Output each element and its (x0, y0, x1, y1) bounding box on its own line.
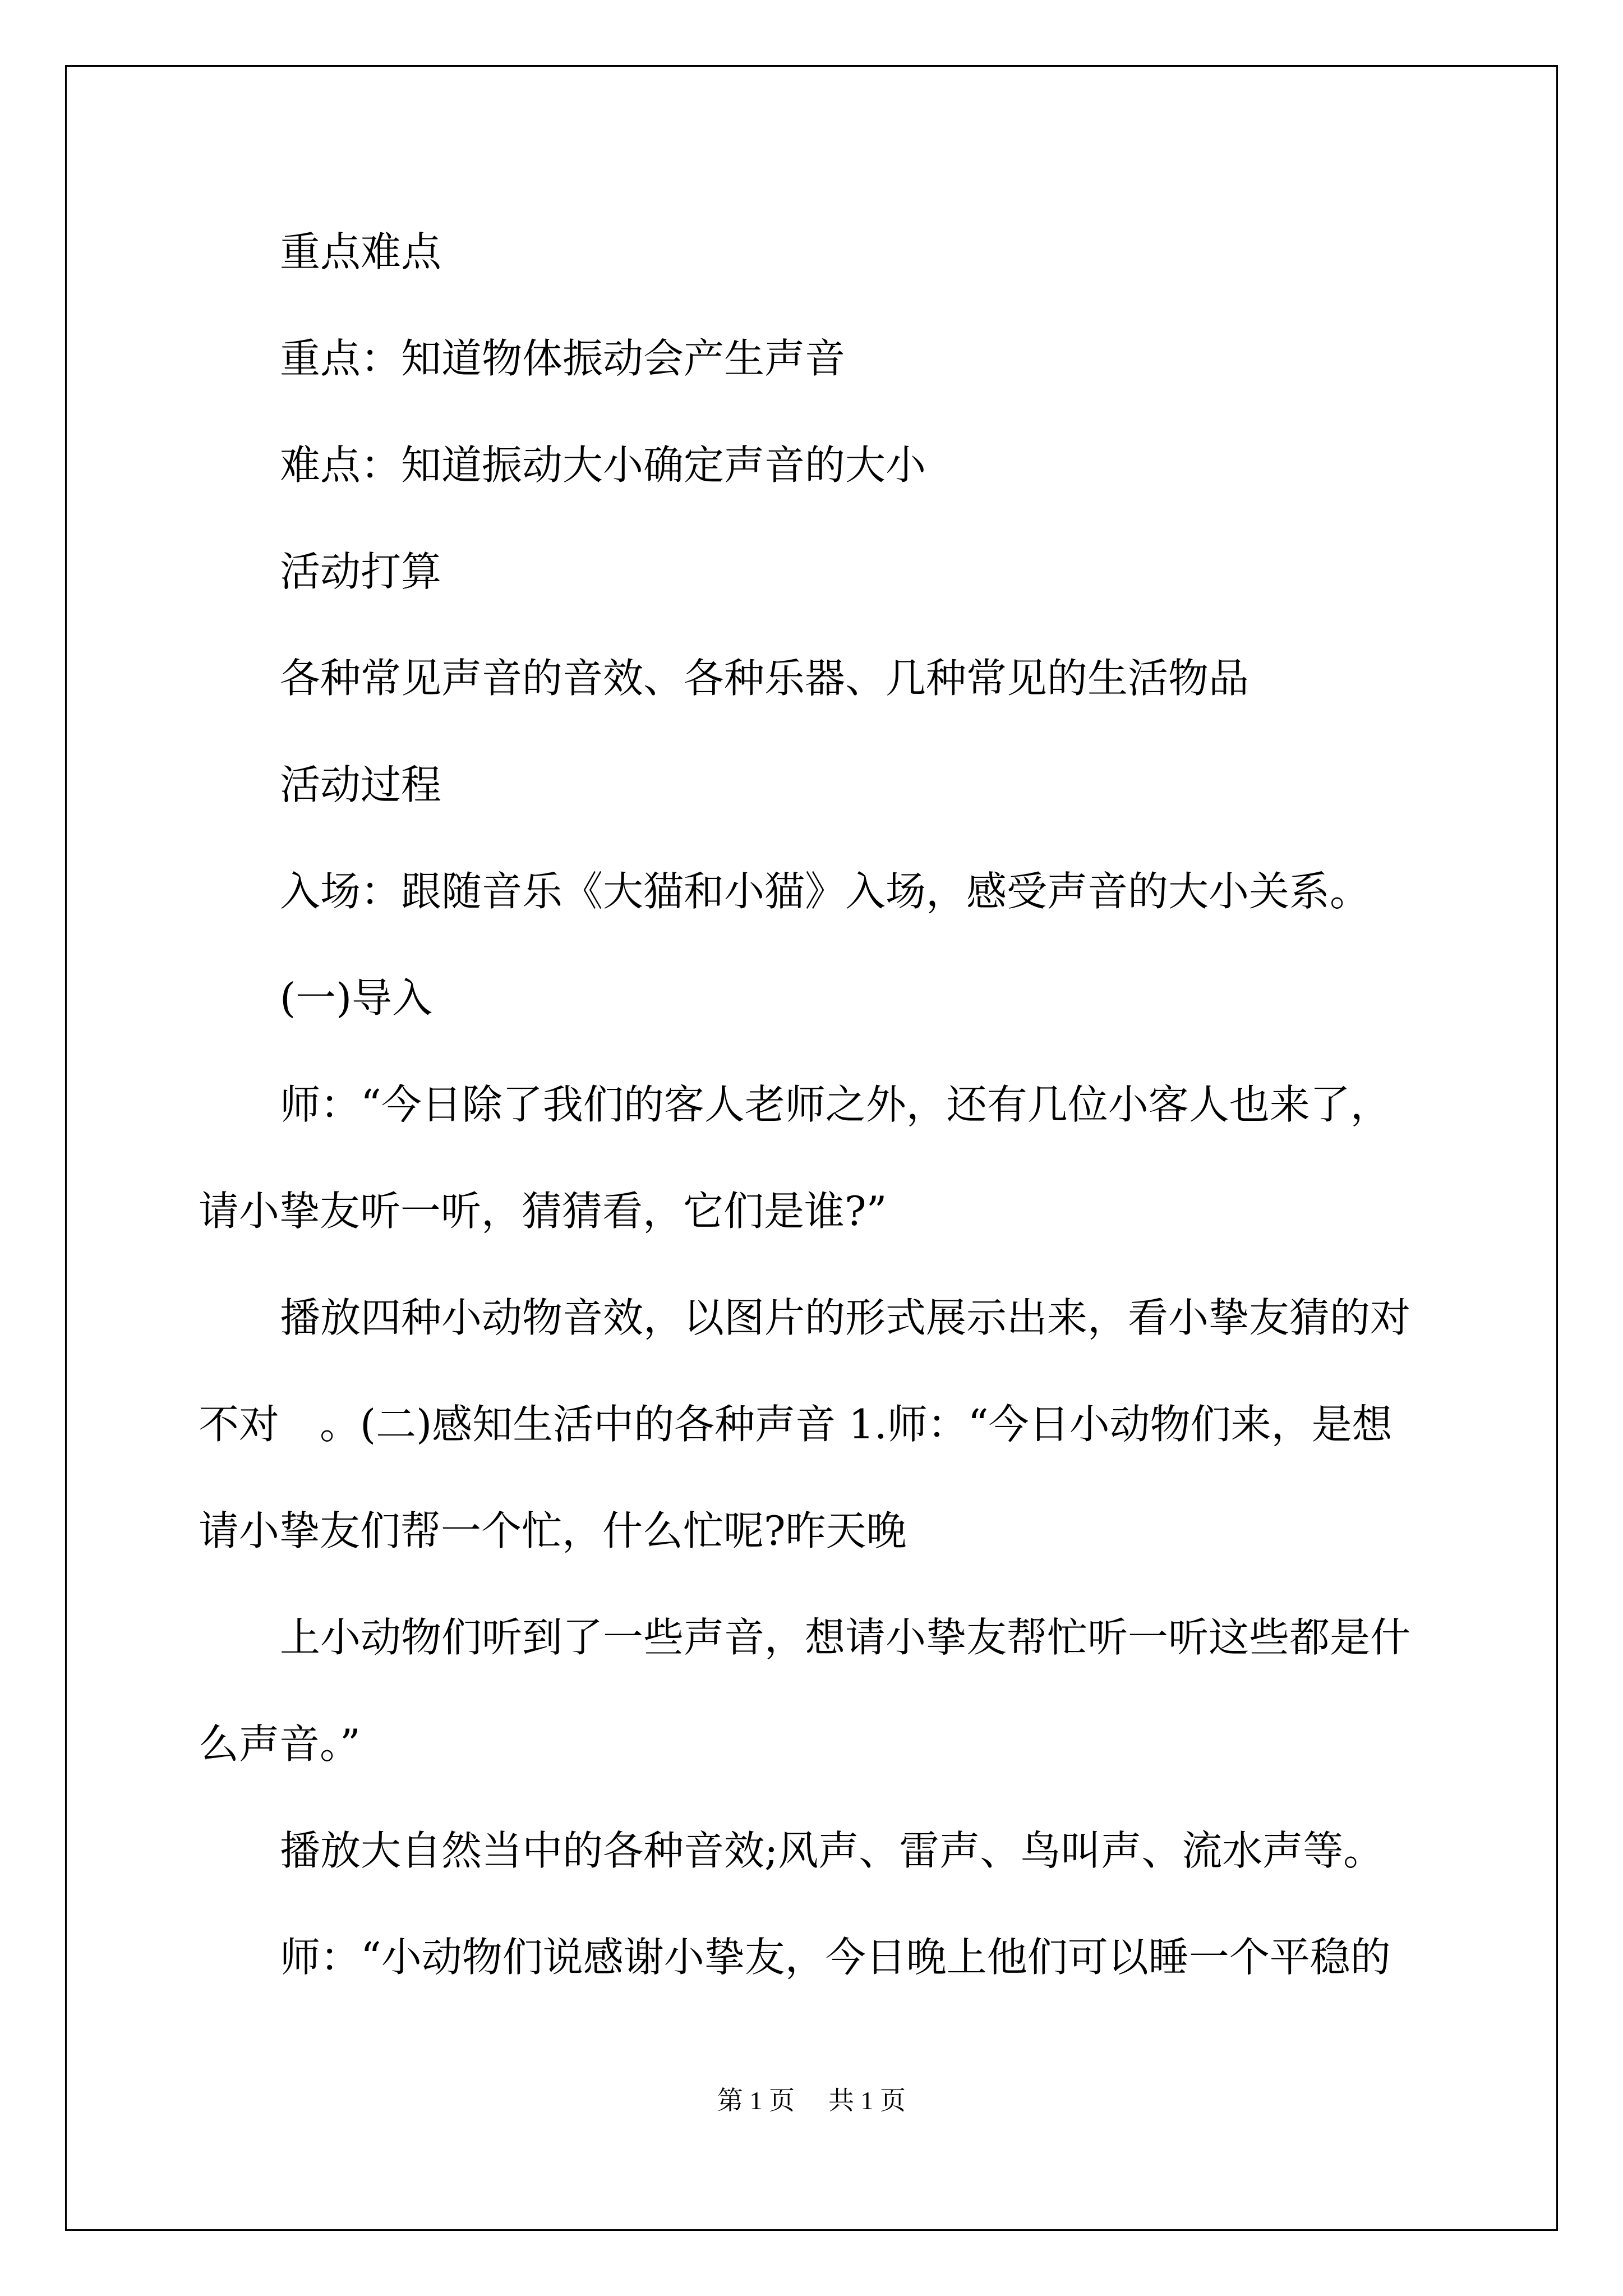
text-line: 播放四种小动物音效，以图片的形式展示出来，看小挚友猜的对 (280, 1294, 1411, 1341)
text-line: 请小挚友们帮一个忙，什么忙呢?昨天晚 (199, 1507, 907, 1554)
text-line: 么声音。” (199, 1720, 361, 1768)
page-total: 共 1 页 (828, 2086, 906, 2115)
text-line: 各种常见声音的音效、各种乐器、几种常见的生活物品 (280, 655, 1249, 702)
text-line: 重点：知道物体振动会产生声音 (280, 335, 846, 382)
text-line: 活动过程 (280, 761, 442, 808)
text-line: (一)导入 (280, 974, 433, 1022)
text-line: 师：“小动物们说感谢小挚友，今日晚上他们可以睡一个平稳的 (280, 1934, 1391, 1981)
text-line: 入场：跟随音乐《大猫和小猫》入场，感受声音的大小关系。 (280, 868, 1371, 915)
page-footer (0, 2088, 1623, 2114)
text-line: 重点难点 (280, 228, 442, 275)
page-number: 第 1 页 (717, 2086, 795, 2115)
page-border (65, 65, 1558, 2231)
text-line: 上小动物们听到了一些声音，想请小挚友帮忙听一听这些都是什 (280, 1614, 1411, 1661)
text-line: 不对 。(二)感知生活中的各种声音 1.师：“今日小动物们来，是想 (199, 1401, 1393, 1448)
text-line: 播放大自然当中的各种音效;风声、雷声、鸟叫声、流水声等。 (280, 1827, 1384, 1874)
text-line: 活动打算 (280, 548, 442, 595)
text-line: 师：“今日除了我们的客人老师之外，还有几位小客人也来了， (280, 1081, 1391, 1128)
text-line: 难点：知道振动大小确定声音的大小 (280, 441, 926, 489)
text-line: 请小挚友听一听，猜猜看，它们是谁?” (199, 1188, 887, 1235)
